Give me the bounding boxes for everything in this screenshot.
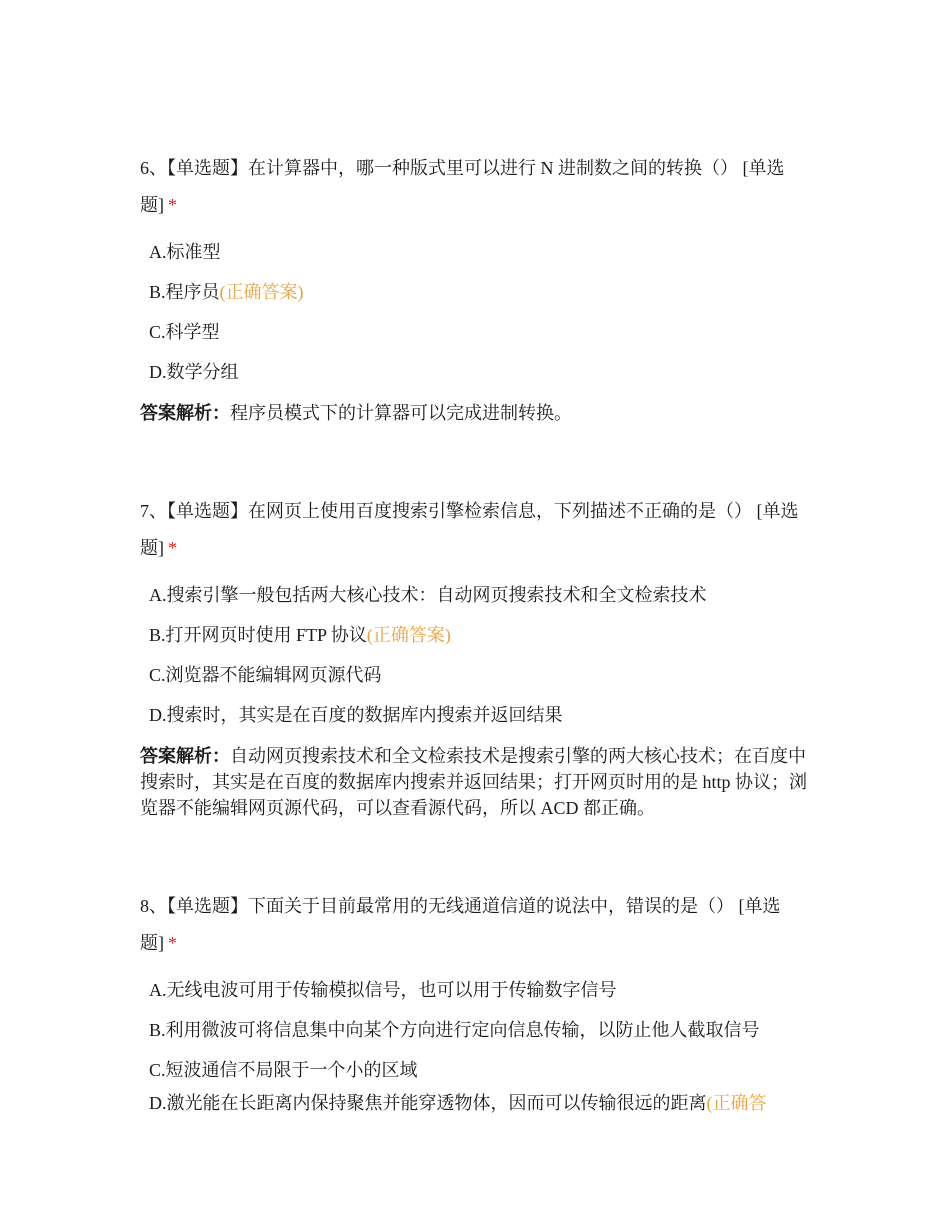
option-b: B.打开网页时使用 FTP 协议(正确答案)	[149, 625, 451, 645]
option-a: A.无线电波可用于传输模拟信号，也可以用于传输数字信号	[149, 980, 617, 1000]
option-d: D.数学分组	[149, 362, 239, 382]
question-title: 8、【单选题】下面关于目前最常用的无线通道信道的说法中，错误的是（） [单选题] *	[140, 896, 781, 953]
analysis-text: 程序员模式下的计算器可以完成进制转换。	[230, 403, 572, 423]
correct-answer-tag: (正确答案)	[366, 625, 451, 645]
question-title: 6、【单选题】在计算器中，哪一种版式里可以进行 N 进制数之间的转换（） [单选题] *	[140, 158, 785, 215]
options-list	[140, 970, 812, 1116]
options-list	[140, 575, 812, 735]
question-8	[140, 888, 812, 1116]
correct-answer-tag: (正确答	[706, 1093, 767, 1113]
correct-answer-tag: (正确答案)	[219, 282, 304, 302]
option-a: A.标准型	[149, 242, 221, 262]
required-asterisk: *	[168, 933, 177, 953]
answer-analysis	[140, 400, 812, 426]
required-asterisk: *	[168, 538, 177, 558]
option-b: B.利用微波可将信息集中向某个方向进行定向信息传输，以防止他人截取信号	[149, 1020, 760, 1040]
question-6	[140, 150, 812, 426]
option-d: D.激光能在长距离内保持聚焦并能穿透物体，因而可以传输很远的距离(正确答	[149, 1093, 767, 1113]
option-c: C.短波通信不局限于一个小的区域	[149, 1060, 418, 1080]
options-list	[140, 232, 812, 392]
analysis-label: 答案解析：	[140, 403, 230, 423]
answer-analysis	[140, 743, 812, 821]
question-7	[140, 493, 812, 821]
option-b: B.程序员(正确答案)	[149, 282, 304, 302]
analysis-label: 答案解析：	[140, 746, 230, 766]
option-a: A.搜索引擎一般包括两大核心技术：自动网页搜索技术和全文检索技术	[149, 585, 707, 605]
question-title: 7、【单选题】在网页上使用百度搜索引擎检索信息，下列描述不正确的是（） [单选题] *	[140, 501, 799, 558]
required-asterisk: *	[168, 195, 177, 215]
option-c: C.浏览器不能编辑网页源代码	[149, 665, 382, 685]
option-c: C.科学型	[149, 322, 220, 342]
option-d: D.搜索时，其实是在百度的数据库内搜索并返回结果	[149, 705, 563, 725]
analysis-text: 自动网页搜索技术和全文检索技术是搜索引擎的两大核心技术；在百度中搜索时，其实是在百度的数据库内搜索并返回结果；打开网页时用的是 http 协议；浏览器不能编辑网页源代码，可以查看源代码，所以 ACD 都正确。	[140, 746, 807, 818]
